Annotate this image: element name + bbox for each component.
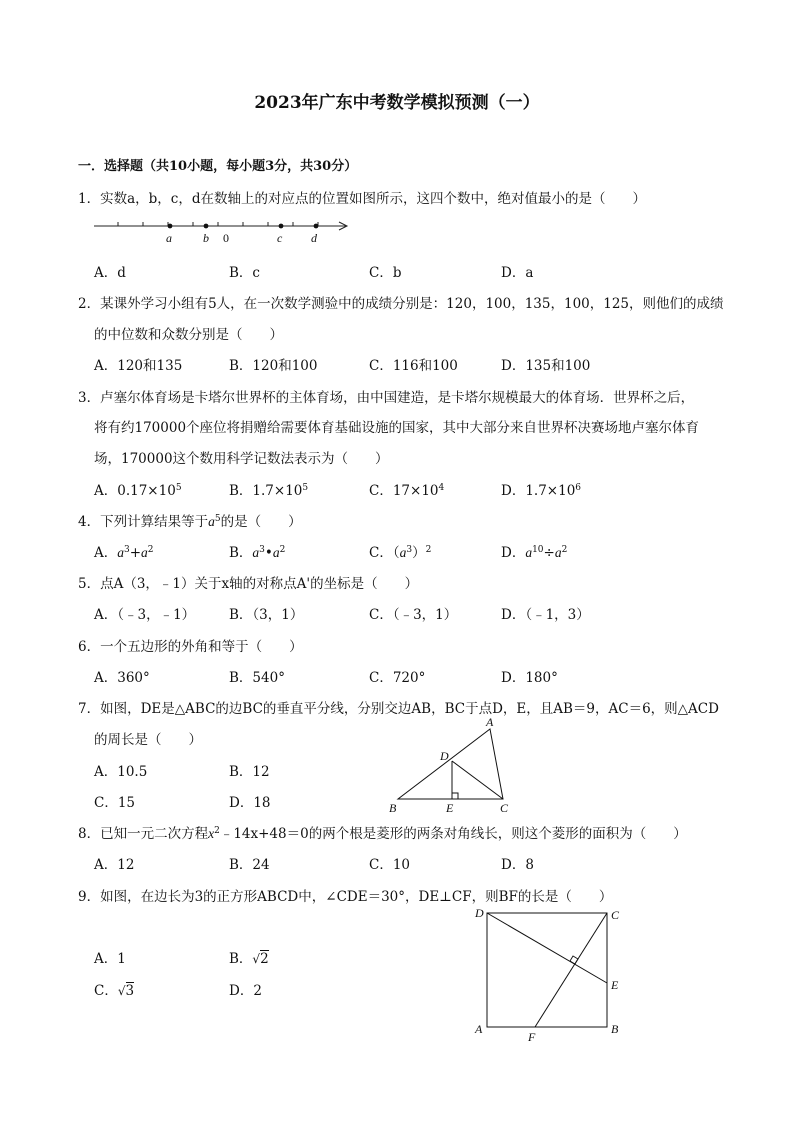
q4-option-c: C．$(a^3)^2$ (369, 545, 432, 561)
label-d: d (311, 231, 317, 245)
q1-option-b: B．c (229, 265, 260, 281)
q3-option-b: B．$1.7\times 10^5$ (229, 483, 309, 499)
triangle-abc (398, 729, 503, 799)
question-2-line1: 2．某课外学习小组有5人，在一次数学测验中的成绩分别是：120，100，135，100，125，则他们的成绩 (78, 296, 724, 312)
q3-option-d: D．$1.7\times 10^6$ (501, 483, 582, 499)
question-7-line2: 的周长是（ ） (94, 732, 202, 748)
question-4-text: 4．下列计算结果等于$a^5$的是（ ） (78, 514, 302, 530)
label-zero: 0 (223, 231, 229, 245)
point-b (204, 224, 209, 229)
vertex-c-label: C (500, 801, 509, 815)
q4-option-b: B．$a^3•a^2$ (229, 545, 286, 561)
q6-option-c: C．720° (369, 670, 426, 686)
segment-cf (535, 913, 607, 1027)
square-abcd (487, 913, 607, 1027)
q6-option-b: B．540° (229, 670, 285, 686)
square-abcd-figure (470, 903, 630, 1048)
q1-option-d: D．a (501, 265, 534, 281)
vertex-c-label: C (611, 908, 620, 922)
q8-option-b: B．24 (229, 857, 270, 873)
page-title: 2023年广东中考数学模拟预测（一） (254, 93, 540, 113)
vertex-b-label: B (389, 801, 397, 815)
segment-de (487, 913, 607, 983)
q4-option-d: D．$a^{10}\div a^2$ (501, 545, 568, 561)
q1-option-a: A．d (94, 265, 126, 281)
question-5-text: 5．点A（3，﹣1）关于x轴的对称点A'的坐标是（ ） (78, 576, 419, 592)
vertex-d-label: D (475, 906, 484, 920)
q8-option-a: A．12 (94, 857, 135, 873)
question-8-text: 8．已知一元二次方程$x^2﹣14x+48=0$的两个根是菱形的两条对角线长，则这个菱形的面积为（ ） (78, 826, 687, 842)
q5-option-b: B．（3，1） (229, 607, 304, 623)
q7-option-b: B．12 (229, 764, 270, 780)
q5-option-a: A．（﹣3，﹣1） (94, 607, 196, 623)
label-a: a (166, 231, 172, 245)
q2-option-c: C．116和100 (369, 358, 458, 374)
right-angle-mark (452, 793, 458, 799)
q3-option-a: A．$0.17\times 10^5$ (94, 483, 182, 499)
q2-option-b: B．120和100 (229, 358, 318, 374)
label-b: b (203, 231, 209, 245)
q9-option-b: B．√2 (229, 951, 269, 967)
question-9-text: 9．如图，在边长为3的正方形ABCD中，∠CDE＝30°，DE⊥CF，则BF的长是（ ） (78, 889, 613, 905)
q9-option-d: D．2 (229, 983, 262, 999)
number-line-ticks (118, 222, 318, 226)
q6-option-d: D．180° (501, 670, 558, 686)
q3-option-c: C．$17\times 10^4$ (369, 483, 445, 499)
question-1-text: 1．实数a，b，c，d在数轴上的对应点的位置如图所示，这四个数中，绝对值最小的是（ ） (78, 191, 646, 207)
q2-option-a: A．120和135 (94, 358, 183, 374)
question-3-line1: 3．卢塞尔体育场是卡塔尔世界杯的主体育场，由中国建造，是卡塔尔规模最大的体育场．世界杯之后， (78, 390, 695, 406)
q5-option-c: C．（﹣3，1） (369, 607, 458, 623)
q9-option-c: C．√3 (94, 983, 135, 999)
question-6-text: 6．一个五边形的外角和等于（ ） (78, 639, 303, 655)
vertex-b-label: B (611, 1022, 619, 1036)
q5-option-d: D．（﹣1，3） (501, 607, 590, 623)
question-3-line2: 将有约170000个座位将捐赠给需要体育基础设施的国家，其中大部分来自世界杯决赛场地卢塞尔体育 (94, 420, 700, 436)
q1-option-c: C．b (369, 265, 402, 281)
vertex-f-label: F (528, 1030, 536, 1044)
number-line-figure (88, 215, 358, 247)
question-7-line1: 7．如图，DE是△ABC的边BC的垂直平分线，分别交边AB，BC于点D，E，且AB＝9，AC＝6，则△ACD (78, 701, 719, 717)
triangle-abc-figure (382, 712, 522, 816)
q9-option-a: A．1 (94, 951, 126, 967)
vertex-a-label: A (486, 715, 494, 729)
point-d (314, 224, 319, 229)
q7-option-a: A．10.5 (94, 764, 148, 780)
q7-option-c: C．15 (94, 795, 136, 811)
vertex-a-label: A (475, 1022, 483, 1036)
vertex-e-label: E (446, 801, 454, 815)
q2-option-d: D．135和100 (501, 358, 591, 374)
vertex-d-label: D (440, 749, 449, 763)
q4-option-a: A．$a^3+a^2$ (94, 545, 154, 561)
segment-dc (452, 761, 503, 799)
q7-option-d: D．18 (229, 795, 271, 811)
point-a (168, 224, 173, 229)
question-3-line3: 场，170000这个数用科学记数法表示为（ ） (94, 451, 389, 467)
q8-option-d: D．8 (501, 857, 534, 873)
q6-option-a: A．360° (94, 670, 150, 686)
section-heading: 一．选择题（共10小题，每小题3分，共30分） (78, 159, 358, 174)
q8-option-c: C．10 (369, 857, 411, 873)
vertex-e-label: E (611, 978, 619, 992)
question-2-line2: 的中位数和众数分别是（ ） (94, 327, 283, 343)
label-c: c (277, 231, 283, 245)
point-c (279, 224, 284, 229)
